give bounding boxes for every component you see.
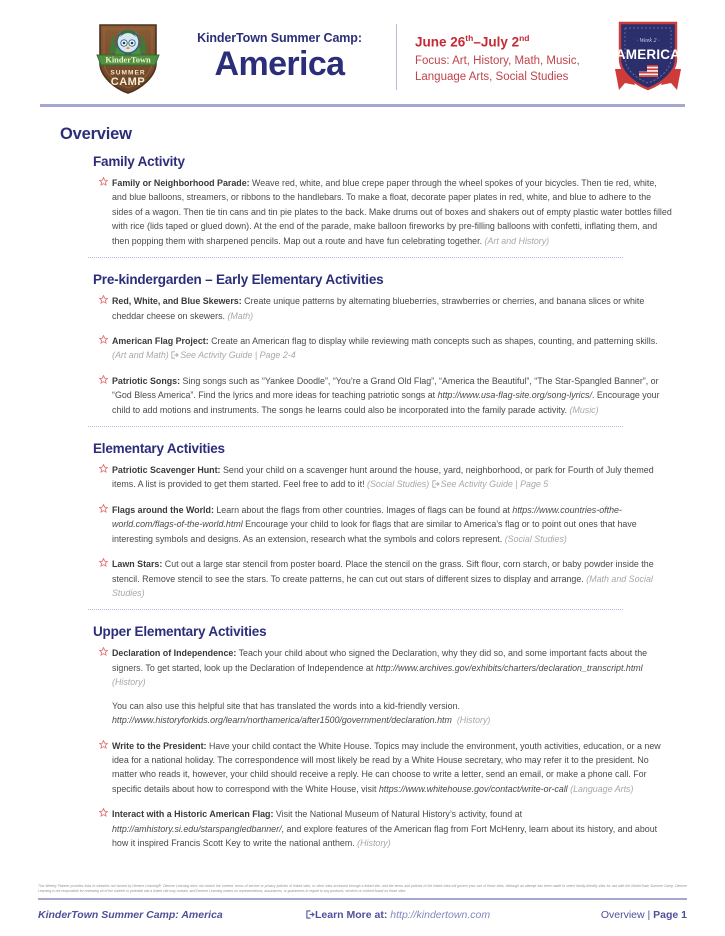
date-prefix: June 26 — [415, 34, 466, 50]
section-title: Pre-kindergarden – Early Elementary Activities — [93, 272, 384, 288]
list-item — [100, 557, 673, 600]
item-subject: (Music) — [569, 404, 599, 415]
item-body: Teach your child about who signed the Declaration, why they did so, and some important facts about the signers. To get started, look up the Declaration of Independence at — [112, 648, 648, 673]
activity-guide-reference[interactable] — [169, 350, 296, 360]
activity-list — [100, 646, 673, 850]
header-divider — [396, 24, 397, 90]
camp-label: KinderTown Summer Camp: — [197, 30, 362, 45]
item-title: Family or Neighborhood Parade: — [112, 178, 250, 188]
header-date-block — [415, 29, 605, 85]
list-item — [100, 374, 673, 417]
list-item — [100, 463, 673, 492]
section-title: Upper Elementary Activities — [93, 624, 267, 640]
activity-guide-reference[interactable] — [429, 479, 548, 489]
star-bullet-icon — [99, 375, 108, 384]
item-link[interactable]: http://www.archives.gov/exhibits/charters/declaration_transcript.html — [375, 662, 643, 673]
item-body-2: Encourage your child to look for flags that are similar to America’s flag or to point out ones that have interesting symbols and designs. As an extension, research what the symbols and colors represent. — [112, 519, 637, 544]
item-subject: (Social Studies) — [367, 479, 430, 490]
item-title: Red, White, and Blue Skewers: — [112, 296, 242, 307]
star-bullet-icon — [99, 464, 108, 473]
star-bullet-icon — [99, 558, 108, 567]
list-item — [100, 646, 673, 727]
external-link-icon — [432, 478, 440, 486]
header-title-block — [177, 32, 392, 82]
item-body: Visit the National Museum of Natural History’s activity, found at — [273, 809, 523, 820]
activity-guide-label: See Activity Guide | Page 5 — [440, 479, 549, 490]
footer-learn-more[interactable] — [306, 909, 601, 921]
item-body-2: , and explore features of the American flag from Fort McHenry, learn about its history, and about how it inspired Francis Scott Key to write the national anthem. — [112, 823, 658, 849]
section-divider — [88, 257, 623, 258]
date-range — [415, 33, 605, 51]
list-item — [100, 176, 673, 248]
star-bullet-icon — [99, 335, 108, 344]
activity-guide-label: See Activity Guide | Page 2-4 — [180, 350, 296, 361]
item-link[interactable]: http://www.usa-flag-site.org/song-lyrics/ — [437, 390, 592, 401]
item-link[interactable]: https://www.whitehouse.gov/contact/write-or-call — [378, 783, 568, 794]
external-link-icon — [171, 349, 179, 357]
star-bullet-icon — [99, 740, 108, 749]
badge-summer-text: SUMMER — [110, 69, 146, 77]
star-bullet-icon — [99, 295, 108, 304]
page-footer — [0, 884, 725, 936]
learn-more-label: Learn More at: — [315, 909, 388, 921]
item-subject: (History) — [112, 677, 146, 688]
activity-list — [100, 294, 673, 417]
item-body: Create an American flag to display while reviewing math concepts such as shapes, counting, and patterning skills. — [208, 335, 658, 346]
learn-more-url[interactable]: http://kindertown.com — [390, 909, 491, 921]
star-bullet-icon — [99, 177, 108, 186]
item-link[interactable]: https://www.countries-ofthe-world.com/flags-of-the-world.html — [112, 504, 622, 530]
section-family-activity — [38, 154, 673, 248]
star-bullet-icon — [99, 647, 108, 656]
page-title: Overview — [60, 125, 132, 143]
item-title: Lawn Stars: — [112, 559, 163, 570]
page-content — [0, 107, 725, 851]
list-item — [100, 807, 673, 850]
section-divider — [88, 426, 623, 427]
item-body: Have your child contact the White House. Topics may include the environment, youth activities, education, or a new idea for a national holiday. The correspondence will most likely be read by a White House secretary, who may refer it to the president. No matter who reads it, however, your child should receive a reply. He can choose to write a letter, send an email, or make a phone call. For specific details about how to correspond with the White House, visit — [112, 740, 661, 794]
item-subject: (Art and History) — [484, 235, 550, 246]
america-week-badge-icon — [611, 17, 685, 97]
item-subject: (History) — [357, 838, 391, 849]
badge-camp-text: CAMP — [110, 76, 146, 88]
date-mid: –July 2 — [473, 34, 520, 50]
badge-brand-text: KinderTown — [105, 55, 151, 65]
footer-section-name: Overview | — [600, 909, 654, 921]
camp-theme-title: America — [214, 44, 345, 83]
item-subject: (Math) — [227, 310, 254, 321]
legal-disclaimer: This Weekly Planner provides links to websites not owned by Demme Learning®. Demme Learning does not control the content, terms of service or privacy policies of linked sites, or other sites accessed through a linked site, and the terms and policies of the linked sites will govern your use of those sites. Although an attempt has been made to select family-friendly sites for use with the KinderTown Summer Camp, Demme Learning is not responsible for reviewing all of the content or potential ads a linked site may contain, and Demme Learning makes no representations, assurances, or guarantees in regard to any products, services or content found on those sites. — [38, 884, 687, 894]
activity-list — [100, 463, 673, 600]
item-body: Cut out a large star stencil from poster board. Place the stencil on the grass. Sift flour, corn starch, or baby powder inside the stencil. Remove stencil to see the stars. To create patterns, he can cut out stars of different sizes to display and arrange. — [112, 559, 654, 584]
footer-bar — [38, 909, 687, 936]
item-secondary-paragraph — [112, 699, 673, 728]
activity-list — [100, 176, 673, 248]
list-item — [100, 739, 673, 797]
list-item — [100, 503, 673, 546]
footer-page-number: Page 1 — [653, 909, 687, 921]
item-link[interactable]: http://amhistory.si.edu/starspangledbanner/ — [112, 823, 282, 834]
item-para2-link[interactable]: http://www.historyforkids.org/learn/northamerica/after1500/government/declaration.htm — [112, 715, 452, 726]
american-flag-icon — [639, 65, 658, 77]
focus-subjects: Focus: Art, History, Math, Music, Language Arts, Social Studies — [415, 55, 580, 83]
item-body: Create unique patterns by alternating blueberries, strawberries or cherries, and banana slices or white cheddar cheese on skewers. — [112, 296, 645, 321]
list-item — [100, 294, 673, 323]
star-bullet-icon — [99, 808, 108, 817]
item-subject: (Language Arts) — [570, 783, 634, 794]
item-subject: (Math and Social Studies) — [112, 573, 653, 599]
footer-rule — [38, 898, 687, 900]
item-body: Learn about the flags from other countries. Images of flags can be found at — [213, 504, 513, 515]
kindertown-summer-camp-badge-icon — [95, 19, 161, 95]
item-body: Send your child on a scavenger hunt around the house, yard, neighborhood, or park for Fourth of July themed items. A list is provided to get them started. Feel free to add to it! — [112, 465, 654, 490]
date-sup-1: th — [465, 32, 474, 43]
item-title: Patriotic Songs: — [112, 375, 181, 386]
item-subject: (Art and Math) — [112, 350, 169, 361]
section-divider — [88, 609, 623, 610]
star-bullet-icon — [99, 504, 108, 513]
external-link-icon — [306, 910, 314, 918]
item-body: Weave red, white, and blue crepe paper through the wheel spokes of your bicycles. Then tie red, white, and blue balloons, streamers, or ribbons to the handlebars. To make a float, decorate paper plates in red, white, and blue to adhere to the sides of a wagon. Then tie tin cans and tin pie plates to the back. Make drums out of boxes and shakers out of empty plastic water bottles filled with rice (lids taped or glued down). At the end of the parade, make balloon fireworks by pre-filling balloons with confetti, inflating them, and then popping them with sharpened pencils. Map out a route and have fun celebrating together. — [112, 178, 672, 246]
page-header — [0, 0, 725, 104]
item-title: Declaration of Independence: — [112, 648, 237, 659]
date-sup-2: nd — [519, 32, 530, 43]
item-subject: (Social Studies) — [504, 533, 567, 544]
item-body: Sing songs such as “Yankee Doodle”, “You’re a Grand Old Flag”, “America the Beautiful”, “The Star-Spangled Banner”, or “God Bless America”. Find the lyrics and more ideas for teaching patriotic songs at — [112, 375, 659, 401]
footer-page-info — [601, 909, 687, 921]
section-pre-k-early-elementary — [38, 272, 673, 417]
item-title: Write to the President: — [112, 740, 207, 751]
section-title: Elementary Activities — [93, 441, 225, 457]
item-title: Patriotic Scavenger Hunt: — [112, 465, 221, 476]
item-title: American Flag Project: — [112, 335, 209, 346]
item-body-2: . Encourage your child to add motions and instruments. The songs he learns could also be incorporated into the family parade activity. — [112, 390, 660, 415]
section-title: Family Activity — [93, 154, 185, 169]
item-title: Interact with a Historic American Flag: — [112, 809, 274, 820]
badge-week-text: · Week 2 · — [636, 38, 660, 44]
section-elementary-activities — [38, 441, 673, 600]
list-item — [100, 334, 673, 363]
footer-camp-title: KinderTown Summer Camp: America — [38, 909, 223, 921]
item-title: Flags around the World: — [112, 504, 214, 515]
badge-america-text: AMERICA — [615, 47, 681, 62]
section-upper-elementary-activities — [38, 624, 673, 850]
item-para2-body: You can also use this helpful site that has translated the words into a kid-friendly version. — [112, 700, 460, 711]
item-para2-subject-value: (History) — [456, 715, 491, 726]
